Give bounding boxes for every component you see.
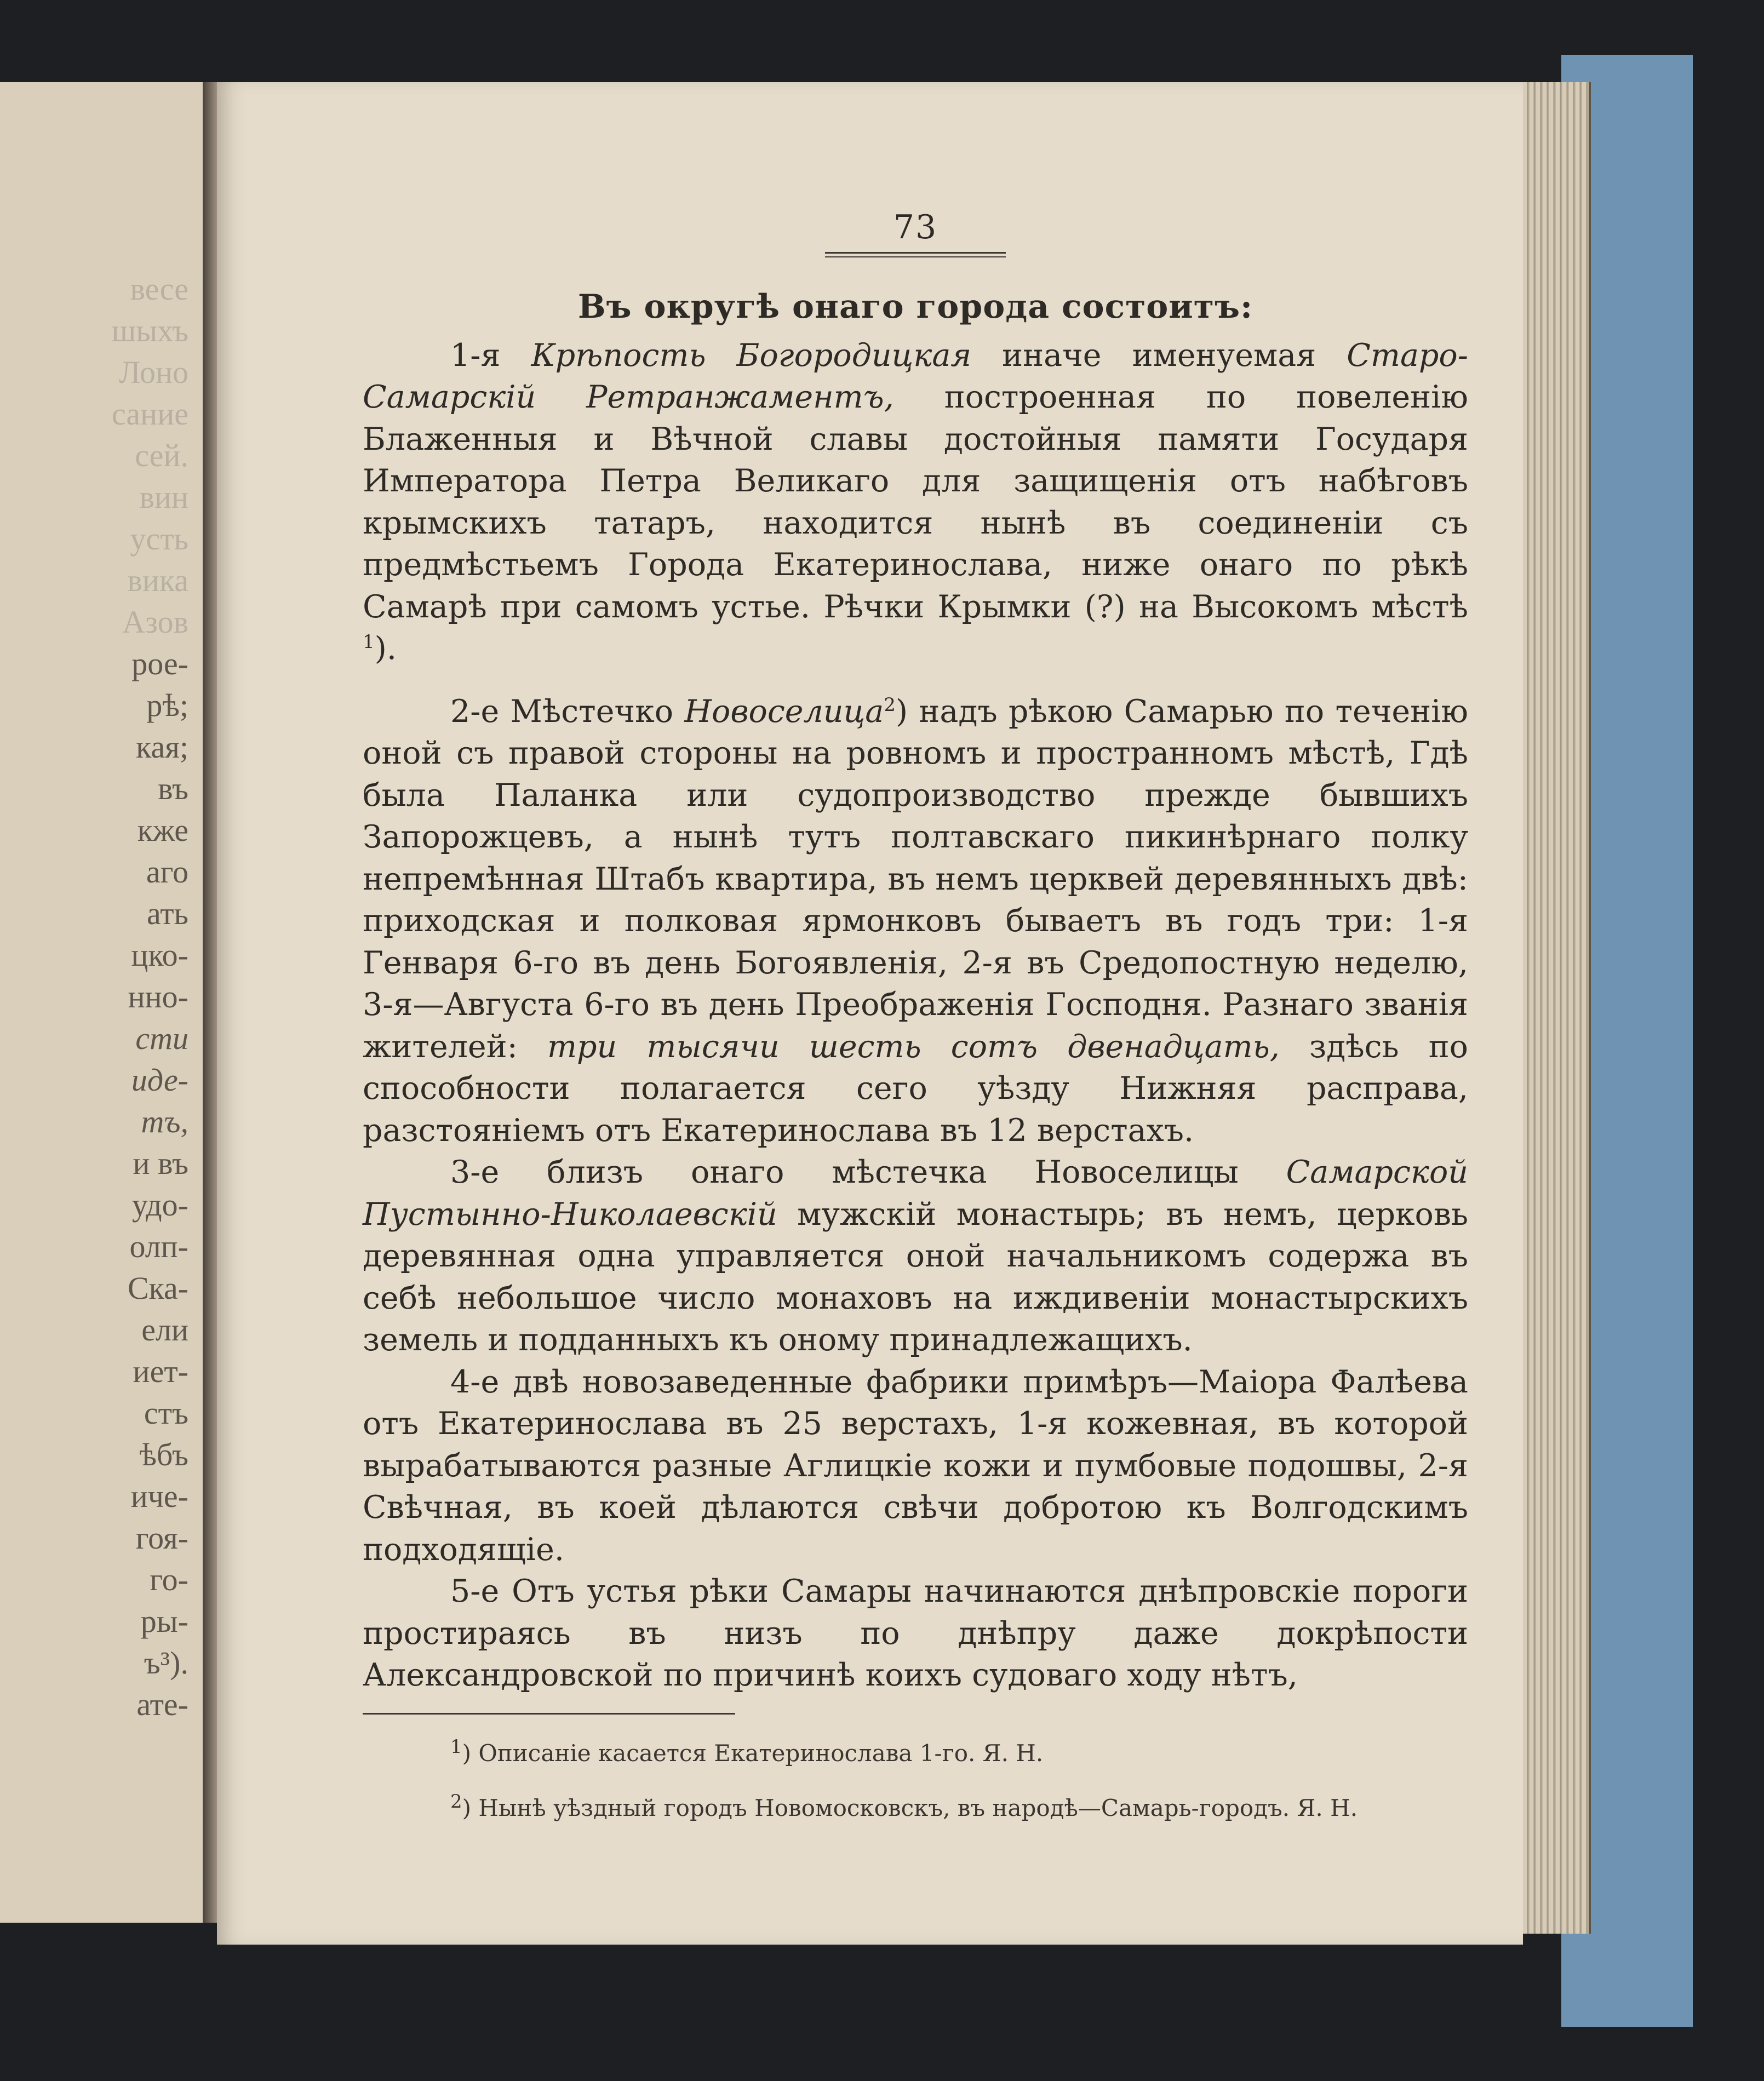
left-fragment: ѣбъ (139, 1437, 188, 1472)
footnote-2: $^2$) Нынѣ уѣздный городъ Новомосковскъ, въ народѣ—Самарь-городъ. Я. Н. (450, 1790, 1358, 1821)
page-number: 73 (893, 208, 938, 246)
left-fragment: шыхъ (111, 313, 188, 348)
left-fragment: Ска- (127, 1270, 188, 1306)
paragraph-2: 2-е Мѣстечко Новоселица$^2$) надъ рѣкою Самарью по теченію оной съ правой стороны на ровномъ и пространномъ мѣстѣ, Гдѣ была Паланка или судопроизводство прежде бывшихъ Запорожцевъ, а нынѣ тутъ полтавскаго пикинѣрнаго полку непремѣнная Штабъ квартира, въ немъ церквей деревянныхъ двѣ: приходская и полковая ярмонковъ бываетъ въ годъ три: 1-я Генваря 6-го въ день Богоявленія, 2-я въ Средопостную неделю, 3-я—Августа 6-го въ день Преображенія Господня. Разнаго званія жителей: три тысячи шесть сотъ двенадцать, здѣсь по способности полагается сего уѣзду Нижняя расправа, разстояніемъ отъ Екатеринослава въ 12 верстахъ. (363, 693, 1469, 1149)
right-page (217, 82, 1523, 1945)
left-fragment: тъ, (141, 1104, 188, 1139)
left-fragment: ате- (136, 1687, 188, 1722)
left-fragment: удо- (131, 1187, 188, 1223)
left-fragment: кже (137, 812, 188, 848)
left-fragment: ры- (140, 1603, 188, 1639)
page-edges (1523, 82, 1591, 1934)
left-fragment: вин (139, 479, 188, 515)
left-fragment: ъ³). (144, 1645, 188, 1681)
left-fragment: стъ (144, 1395, 188, 1431)
paragraph-4: 4-е двѣ новозаведенные фабрики примѣръ—Маіора Фалѣева отъ Екатеринослава въ 25 верстахъ, 1-я кожевная, въ которой вырабатываются разные Аглицкіе кожи и пумбовые подошвы, 2-я Свѣчная, въ коей дѣлаются свѣчи добротою къ Волгодскимъ подходящіе. (363, 1363, 1468, 1568)
footnote-1: $^1$) Описаніе касается Екатеринослава 1-го. Я. Н. (450, 1735, 1044, 1767)
left-fragment: олп- (129, 1229, 188, 1264)
footnote-rule (363, 1713, 735, 1715)
left-fragment: го- (150, 1562, 188, 1597)
paragraph-3: 3-е близъ онаго мѣстечка Новоселицы Самарской Пустынно-Николаевскій мужскій монастырь; въ немъ, церковь деревянная одна управляется оной начальникомъ содержа въ себѣ небольшое число монаховъ на иждивеніи монастырскихъ земель и подданныхъ къ оному принадлежащихъ. (363, 1154, 1468, 1358)
left-fragment: Азов (122, 604, 188, 640)
left-fragment: усть (130, 521, 188, 557)
left-fragment: весе (130, 271, 188, 307)
page-text-block (363, 208, 1468, 1847)
left-fragment: рое- (131, 646, 188, 681)
left-page (0, 82, 206, 1923)
left-fragment: нно- (128, 979, 188, 1014)
left-fragment: иде- (131, 1062, 188, 1098)
left-fragment: сти (135, 1021, 188, 1056)
left-fragment: рѣ; (146, 687, 188, 723)
left-fragment: гоя- (135, 1520, 188, 1556)
book-gutter (203, 82, 217, 1923)
left-fragment: ели (141, 1312, 188, 1348)
left-fragment: иче- (130, 1478, 188, 1514)
footnote-ref-2: 2 (884, 693, 896, 716)
paragraph-1: 1-я Крѣпость Богородицкая иначе именуемая Старо-Самарскій Ретранжаментъ, построенная по повеленію Блаженныя и Вѣчной славы достойныя памяти Государя Императора Петра Великаго для защищенія отъ набѣговъ крымскихъ татаръ, находится нынѣ въ соединеніи съ предмѣстьемъ Города Екатеринослава, ниже онаго по рѣкѣ Самарѣ при самомъ устье. Рѣчки Крымки (?) на Высокомъ мѣстѣ $^1$). (363, 337, 1469, 667)
left-page-text-fragments (73, 268, 188, 1725)
left-fragment: сание (111, 396, 188, 432)
left-fragment: иет- (133, 1354, 188, 1389)
paragraph-5: 5-е Отъ устья рѣки Самары начинаются днѣпровскіе пороги простираясь въ низъ по днѣпру даже докрѣпости Александровской по причинѣ коихъ судоваго ходу нѣтъ, (363, 1573, 1468, 1693)
left-fragment: Лоно (119, 354, 188, 390)
section-heading: Въ округѣ онаго города состоитъ: (577, 288, 1253, 326)
left-fragment: вика (127, 563, 188, 598)
left-fragment: въ (158, 771, 188, 806)
footnote-ref-1: 1 (363, 631, 375, 653)
left-fragment: ать (146, 896, 188, 931)
left-fragment: цко- (131, 937, 188, 973)
left-fragment: аго (146, 854, 188, 890)
left-fragment: сей. (135, 438, 188, 473)
left-fragment: кая; (136, 729, 188, 765)
page-number-rule (825, 252, 1006, 257)
left-fragment: и въ (133, 1145, 188, 1181)
